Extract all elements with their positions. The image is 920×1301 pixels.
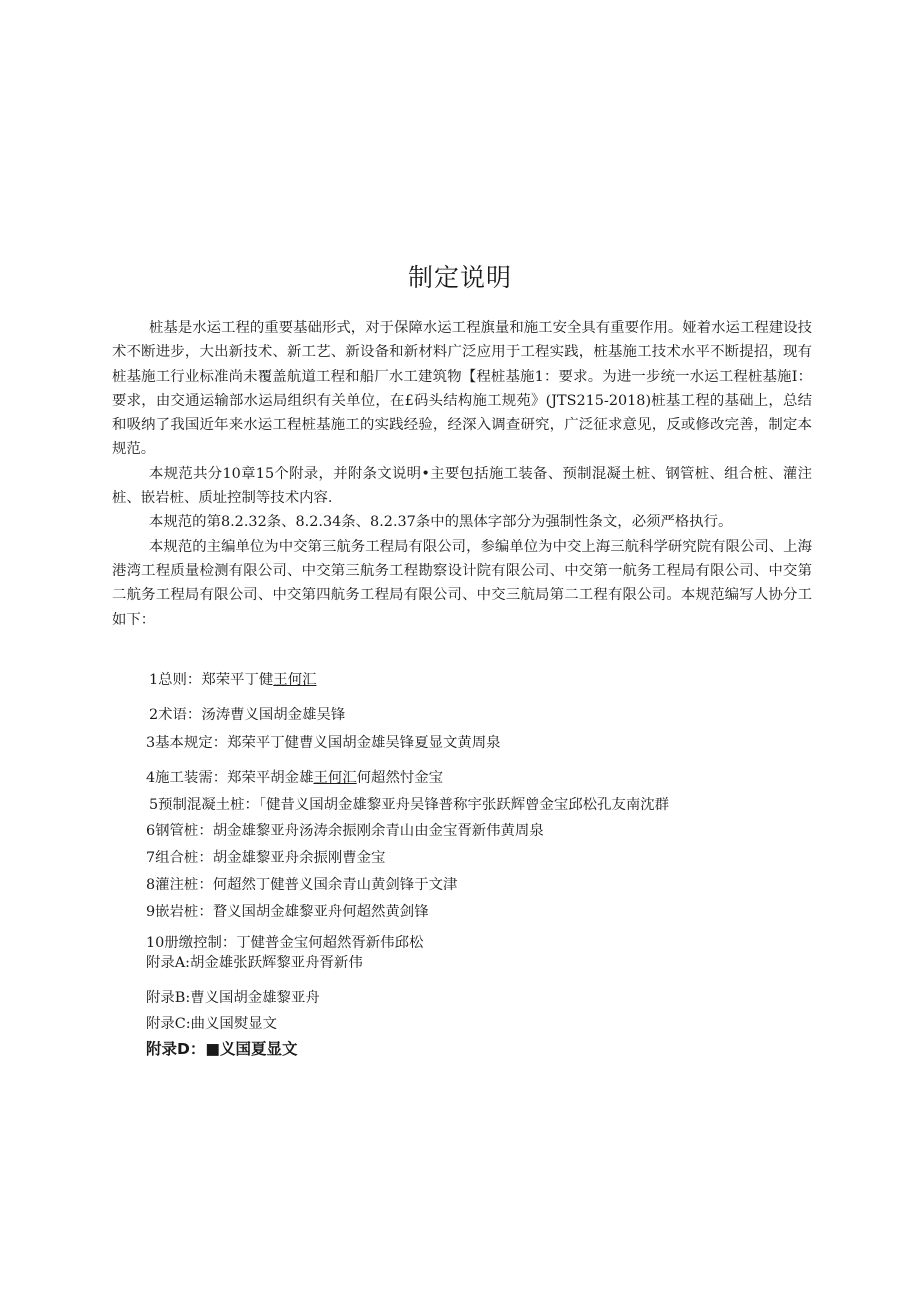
- assignment-item-4: 4施工装需：郑荣平胡金雄王何汇何超然忖金宝: [146, 770, 444, 786]
- page-title: 制定说明: [407, 263, 512, 292]
- assignment-item-3: 3基本规定：郑荣平丁健曹义国胡金雄吴锋夏显文黄周泉: [146, 735, 501, 751]
- underlined-name: 王何汇: [313, 770, 357, 786]
- assignment-item-1: 1总则：郑荣平丁健王何汇: [149, 672, 317, 688]
- appendix-a: 附录A:胡金雄张跃辉黎亚舟胥新伟: [146, 955, 363, 971]
- paragraph-mandatory: 本规范的第8.2.32条、8.2.34条、8.2.37条中的黑体字部分为强制性条文，必须严格执行。: [149, 514, 733, 531]
- underlined-name: 王何汇: [273, 672, 317, 688]
- assignment-item-7: 7组合桩：胡金雄黎亚舟余振刚曹金宝: [146, 850, 386, 866]
- appendix-b: 附录B:曹义国胡金雄黎亚舟: [146, 990, 320, 1006]
- assignment-item-10: 10册缴控制：丁健普金宝何超然胥新伟邱松: [146, 935, 424, 951]
- assignment-item-5: 5预制混凝土桩：「健昔义国胡金雄黎亚舟吴锋普称宇张跃辉曾金宝邱松孔友南沈群: [149, 797, 670, 813]
- explanation-body: [112, 316, 812, 632]
- paragraph-background: 桩基是水运工程的重要基础形式，对于保障水运工程旗量和施工安全具有重要作用。娅着水运工程建设技术不断进步，大出新技术、新工艺、新设备和新材料广泛应用于工程实践，桩基施工技术水平不断提招，现有桩基施工行业标准尚未覆盖航道工程和船厂水工建筑物【程桩基施1：要求。为进一步统一水运工程桩基施I：要求，由交通运输部水运局组织有关单位，在£码头结构施工规苑》(JTS215-2018)桩基工程的基础上，总结和吸纳了我国近年来水运工程桩基施工的实践经验，经深入调查研究，广泛征求意见，反或修改完善，制定本规范。: [112, 320, 812, 458]
- assignment-item-9: 9嵌岩桩：瞀义国胡金雄黎亚舟何超然黄剑锋: [146, 904, 429, 920]
- appendix-d: 附录D：■义国夏显文: [146, 1040, 298, 1058]
- assignment-item-2: 2术语：汤涛曹义国胡金雄吴锋: [149, 707, 346, 723]
- paragraph-scope: 本规范共分10章15个附录，并附条文说明•主要包括施工装备、预制混凝土桩、钢管桩、组合桩、灌注桩、嵌岩桩、质址控制等技术内容.: [112, 465, 812, 507]
- assignment-item-6: 6钢管桩：胡金雄黎亚舟汤涛余振刚余青山由金宝胥新伟黄周泉: [146, 823, 544, 839]
- appendix-c: 附录C:曲义国熨显文: [146, 1016, 277, 1032]
- paragraph-editors: 本规范的主编单位为中交第三航务工程局有限公司，参编单位为中交上海三航科学研究院有限公司、上海港湾工程质量检测有限公司、中交第三航务工程勘察设计院有限公司、中交第一航务工程局有限公司、中交第二航务工程局有限公司、中交第四航务工程局有限公司、中交三航局第二工程有限公司。本规范编写人协分工如下：: [112, 538, 812, 628]
- assignment-item-8: 8灌注桩：何超然丁健普义国余青山黄剑锋于文津: [146, 877, 458, 893]
